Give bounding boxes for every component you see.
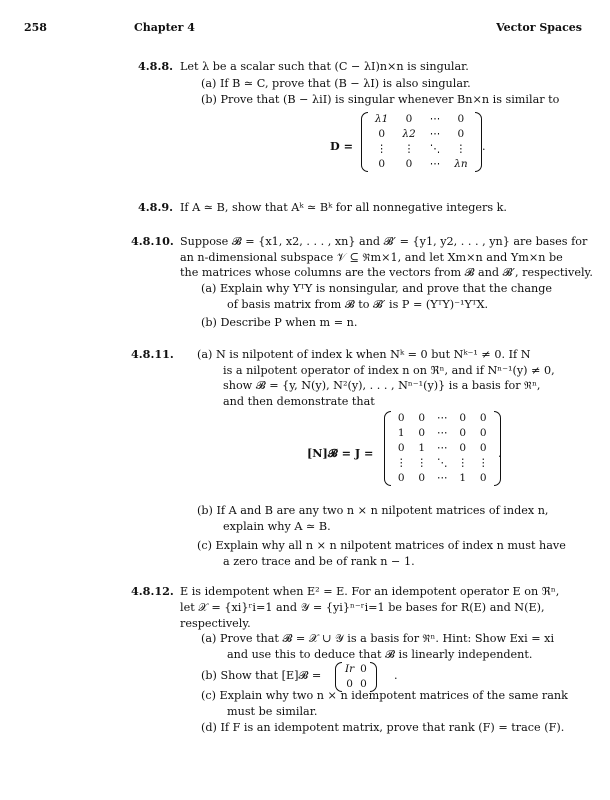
exercise-text-line1: Suppose 𝓑 = {x1, x2, . . . , xn} and 𝓑′ = {y1, y2, . . . , yn} are bases for: [180, 235, 588, 248]
matrix-entry: 0: [418, 472, 426, 485]
exercise-text: If A ≃ B, show that Aᵏ ≃ Bᵏ for all nonnegative integers k.: [180, 201, 507, 214]
period: .: [394, 669, 398, 682]
part-a-line1: (a) N is nilpotent of index k when Nᵏ = 0 but Nᵏ⁻¹ ≠ 0. If N: [197, 348, 531, 361]
period: .: [482, 140, 486, 153]
matrix-entry: 0: [479, 427, 487, 440]
matrix-e: [342, 662, 370, 692]
part-b: (b) Prove that (B − λiI) is singular whenever Bn×n is similar to: [201, 93, 560, 106]
matrix-entry: 0: [346, 678, 353, 691]
matrix-entry: 1: [459, 472, 467, 485]
part-c-line1: (c) Explain why all n × n nilpotent matrices of index n must have: [197, 539, 566, 552]
part-b: (b) Describe P when m = n.: [201, 316, 358, 329]
matrix-entry: 0: [479, 472, 487, 485]
matrix-entry: 1: [397, 427, 405, 440]
matrix-entry: 0: [405, 113, 413, 126]
matrix-entry: 0: [378, 128, 386, 141]
matrix-entry: 0: [405, 158, 413, 171]
matrix-entry: 0: [459, 412, 467, 425]
matrix-entry: 0: [360, 663, 367, 676]
matrix-entry: 0: [360, 678, 367, 691]
matrix-entry: Ir: [345, 663, 355, 676]
part-a-line2: is a nilpotent operator of index n on ℜⁿ, and if Nⁿ⁻¹(y) ≠ 0,: [223, 364, 555, 377]
matrix-entry: 0: [397, 412, 405, 425]
matrix-entry: ⋯: [437, 412, 448, 425]
matrix-entry: 0: [418, 427, 426, 440]
matrix-entry: ⋯: [437, 442, 448, 455]
matrix-entry: ⋯: [429, 158, 441, 171]
matrix-j: [391, 411, 494, 486]
exercise-text: Let λ be a scalar such that (C − λI)n×n is singular.: [180, 60, 469, 73]
exercise-label: 4.8.10.: [131, 234, 174, 248]
matrix-entry: 0: [378, 158, 386, 171]
matrix-entry: ⋯: [437, 472, 448, 485]
matrix-entry: ⋮: [457, 457, 468, 470]
matrix-entry: ⋮: [403, 143, 415, 156]
exercise-text-line2: an n-dimensional subspace 𝒱 ⊆ ℜm×1, and let Xm×n and Ym×n be: [180, 251, 563, 264]
section-title: Vector Spaces: [496, 21, 582, 34]
matrix-entry: ⋯: [437, 427, 448, 440]
matrix-entry: ⋱: [429, 143, 441, 156]
part-b-line1: (b) If A and B are any two n × n nilpotent matrices of index n,: [197, 504, 549, 517]
part-d: (d) If F is an idempotent matrix, prove that rank (F) = trace (F).: [201, 721, 565, 734]
matrix-j-label: [N]𝓑 = J =: [307, 446, 374, 460]
matrix-entry: ⋮: [396, 457, 407, 470]
exercise-label: 4.8.9.: [138, 200, 174, 214]
matrix-entry: ⋮: [376, 143, 387, 156]
part-a: (a) If B ≃ C, prove that (B − λI) is also singular.: [201, 77, 471, 90]
matrix-entry: 1: [418, 442, 426, 455]
exercise-text-line2: let 𝒳 = {xi}ʳi=1 and 𝒴 = {yi}ⁿ⁻ʳi=1 be bases for R(E) and N(E),: [180, 601, 545, 614]
matrix-entry: λ2: [402, 128, 416, 141]
part-c-line2: must be similar.: [227, 705, 318, 718]
exercise-label: 4.8.12.: [131, 584, 174, 598]
part-a-line2: of basis matrix from 𝓑 to 𝓑′ is P = (YᵀY)⁻¹YᵀX.: [227, 298, 489, 311]
matrix-entry: 0: [479, 442, 487, 455]
part-a-line1: (a) Explain why YᵀY is nonsingular, and prove that the change: [201, 282, 553, 295]
page-number: 258: [24, 21, 47, 34]
part-b-line2: explain why A ≃ B.: [223, 520, 331, 533]
matrix-entry: ⋮: [416, 457, 427, 470]
matrix-entry: 0: [418, 412, 426, 425]
part-c-line1: (c) Explain why two n × n idempotent matrices of the same rank: [201, 689, 568, 702]
part-a-line4: and then demonstrate that: [223, 395, 375, 408]
matrix-entry: ⋯: [429, 113, 441, 126]
matrix-entry: 0: [457, 128, 465, 141]
matrix-entry: λn: [454, 158, 468, 171]
period: .: [498, 447, 502, 460]
matrix-entry: 0: [479, 412, 487, 425]
matrix-d: [368, 112, 475, 172]
chapter-heading: Chapter 4: [134, 21, 195, 34]
matrix-entry: ⋮: [455, 143, 467, 156]
exercise-text-line1: E is idempotent when E² = E. For an idempotent operator E on ℜⁿ,: [180, 585, 560, 598]
exercise-text-line3: the matrices whose columns are the vectors from 𝓑 and 𝓑′, respectively.: [180, 266, 593, 279]
part-c-line2: a zero trace and be of rank n − 1.: [223, 555, 415, 568]
matrix-entry: 0: [397, 442, 405, 455]
exercise-label: 4.8.8.: [138, 59, 174, 73]
part-a-line2: and use this to deduce that 𝓑 is linearly independent.: [227, 648, 533, 661]
matrix-entry: 0: [397, 472, 405, 485]
part-a-line3: show 𝓑 = {y, N(y), N²(y), . . . , Nⁿ⁻¹(y)} is a basis for ℜⁿ,: [223, 379, 541, 392]
matrix-entry: ⋮: [478, 457, 489, 470]
matrix-entry: 0: [459, 427, 467, 440]
matrix-entry: ⋱: [437, 457, 448, 470]
part-b: (b) Show that [E]𝓑 =: [201, 669, 322, 682]
matrix-d-label: D =: [330, 139, 353, 153]
matrix-entry: λ1: [375, 113, 389, 126]
part-a-line1: (a) Prove that 𝓑 = 𝒳 ∪ 𝒴 is a basis for ℜⁿ. Hint: Show Exi = xi: [201, 632, 555, 645]
matrix-entry: ⋯: [429, 128, 441, 141]
exercise-text-line3: respectively.: [180, 617, 251, 630]
matrix-entry: 0: [457, 113, 465, 126]
matrix-entry: 0: [459, 442, 467, 455]
exercise-label: 4.8.11.: [131, 347, 174, 361]
